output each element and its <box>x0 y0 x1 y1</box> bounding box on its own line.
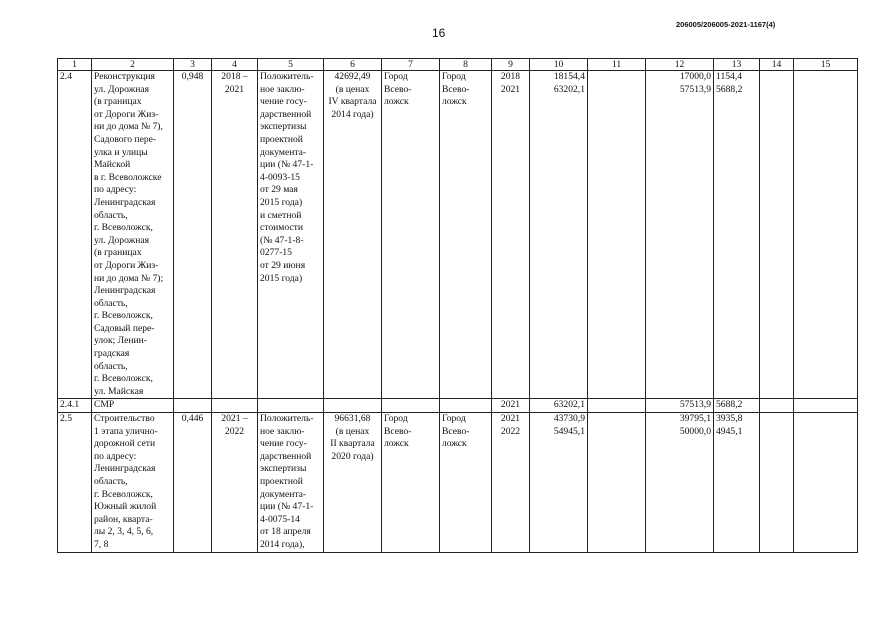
col-number: 10 <box>530 59 588 71</box>
regional-amount: 57513,9 <box>646 399 714 413</box>
col-number: 3 <box>174 59 212 71</box>
col-number: 14 <box>760 59 794 71</box>
capacity: 0,446 <box>174 413 212 553</box>
row-number: 2.4.1 <box>58 399 92 413</box>
capacity: 0,948 <box>174 71 212 399</box>
local-amount: 5688,2 <box>714 399 760 413</box>
col-11-value <box>588 71 646 399</box>
local-amount: 1154,4 5688,2 <box>714 71 760 399</box>
col-14-value <box>760 399 794 413</box>
municipality <box>382 399 440 413</box>
table-row <box>58 71 858 399</box>
col-11-value <box>588 413 646 553</box>
table-row <box>58 413 858 553</box>
budget-table <box>57 58 858 553</box>
year: 2021 2022 <box>492 413 530 553</box>
regional-amount: 39795,1 50000,0 <box>646 413 714 553</box>
period: 2021 – 2022 <box>212 413 258 553</box>
capacity <box>174 399 212 413</box>
col-15-value <box>794 71 858 399</box>
recipient: Город Всево- ложск <box>440 71 492 399</box>
period <box>212 399 258 413</box>
row-number: 2.4 <box>58 71 92 399</box>
col-number: 5 <box>258 59 324 71</box>
col-11-value <box>588 399 646 413</box>
total-amount: 43730,9 54945,1 <box>530 413 588 553</box>
col-number: 15 <box>794 59 858 71</box>
col-15-value <box>794 413 858 553</box>
column-number-row <box>58 59 858 71</box>
regional-amount: 17000,0 57513,9 <box>646 71 714 399</box>
year: 2021 <box>492 399 530 413</box>
col-number: 11 <box>588 59 646 71</box>
estimated-cost: 42692,49 (в ценах IV квартала 2014 года) <box>324 71 382 399</box>
col-14-value <box>760 71 794 399</box>
col-number: 12 <box>646 59 714 71</box>
col-15-value <box>794 399 858 413</box>
page-number: 16 <box>432 26 446 40</box>
col-number: 6 <box>324 59 382 71</box>
total-amount: 63202,1 <box>530 399 588 413</box>
table-row <box>58 399 858 413</box>
col-number: 4 <box>212 59 258 71</box>
recipient: Город Всево- ложск <box>440 413 492 553</box>
local-amount: 3935,8 4945,1 <box>714 413 760 553</box>
expertise-info <box>258 399 324 413</box>
municipality: Город Всево- ложск <box>382 413 440 553</box>
col-number: 9 <box>492 59 530 71</box>
object-name: Реконструкция ул. Дорожная (в границах от Дороги Жиз- ни до дома № 7), Садового пере- улка и улицы Майской в г. Всеволожске по адресу: Ленинградская область, г. Всеволожск, ул. Дорожная (в границах от Дороги Жиз- ни до дома № 7); Ленинградская область, г. Всеволожск, Садовый пере- улок; Ленин- градская область, г. Всеволожск, ул. Майская <box>92 71 174 399</box>
col-number: 7 <box>382 59 440 71</box>
object-name: СМР <box>92 399 174 413</box>
col-number: 1 <box>58 59 92 71</box>
col-number: 2 <box>92 59 174 71</box>
municipality: Город Всево- ложск <box>382 71 440 399</box>
row-number: 2.5 <box>58 413 92 553</box>
expertise-info: Положитель- ное заклю- чение госу- дарственной экспертизы проектной документа- ции (№ 47-1- 4-0093-15 от 29 мая 2015 года) и сметной стоимости (№ 47-1-8- 0277-15 от 29 июня 2015 года) <box>258 71 324 399</box>
estimated-cost <box>324 399 382 413</box>
object-name: Строительство 1 этапа улично- дорожной сети по адресу: Ленинградская область, г. Всеволожск, Южный жилой район, кварта- лы 2, 3, 4, 5, 6, 7, 8 <box>92 413 174 553</box>
total-amount: 18154,4 63202,1 <box>530 71 588 399</box>
col-number: 8 <box>440 59 492 71</box>
col-14-value <box>760 413 794 553</box>
year: 2018 2021 <box>492 71 530 399</box>
col-number: 13 <box>714 59 760 71</box>
recipient <box>440 399 492 413</box>
estimated-cost: 96631,68 (в ценах II квартала 2020 года) <box>324 413 382 553</box>
period: 2018 – 2021 <box>212 71 258 399</box>
expertise-info: Положитель- ное заклю- чение госу- дарственной экспертизы проектной документа- ции (№ 47-1- 4-0075-14 от 18 апреля 2014 года), <box>258 413 324 553</box>
document-id: 206005/206005-2021-1167(4) <box>676 20 776 29</box>
